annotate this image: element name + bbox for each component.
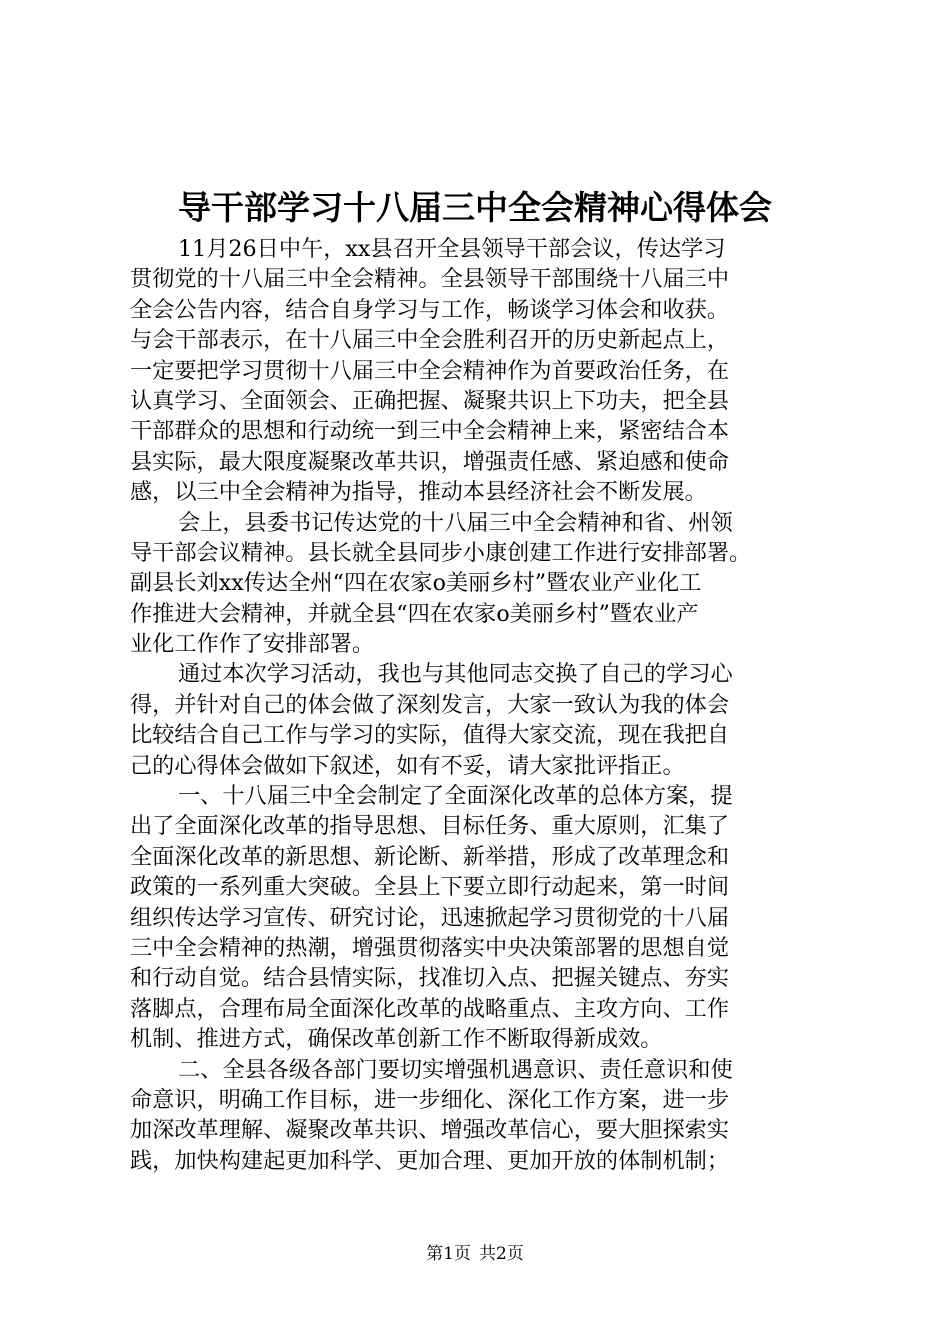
text-line: 比较结合自己工作与学习的实际，值得大家交流，现在我把自 bbox=[130, 722, 730, 749]
text-line: 县实际，最大限度凝聚改革共识，增强责任感、紧迫感和使命 bbox=[130, 448, 730, 475]
text-line: 政策的一系列重大突破。全县上下要立即行动起来，第一时间 bbox=[130, 874, 730, 901]
page-footer bbox=[0, 1243, 950, 1265]
text-line: 通过本次学习活动，我也与其他同志交换了自己的学习心 bbox=[178, 661, 733, 688]
text-line: 出了全面深化改革的指导思想、目标任务、重大原则，汇集了 bbox=[130, 813, 730, 840]
text-line: 和行动自觉。结合县情实际，找准切入点、把握关键点、夯实 bbox=[130, 965, 730, 992]
page-number: 第1页 bbox=[426, 1244, 471, 1264]
text-line: 导干部会议精神。县长就全县同步小康创建工作进行安排部署。 bbox=[130, 539, 752, 566]
text-line: 一定要把学习贯彻十八届三中全会精神作为首要政治任务，在 bbox=[130, 357, 730, 384]
text-line: 全会公告内容，结合自身学习与工作，畅谈学习体会和收获。 bbox=[130, 296, 730, 323]
text-line: 与会干部表示，在十八届三中全会胜利召开的历史新起点上， bbox=[130, 327, 730, 354]
text-line: 认真学习、全面领会、正确把握、凝聚共识上下功夫，把全县 bbox=[130, 387, 730, 414]
text-line: 作推进大会精神，并就全县“四在农家o美丽乡村”暨农业产 bbox=[130, 600, 699, 627]
text-line: 干部群众的思想和行动统一到三中全会精神上来，紧密结合本 bbox=[130, 418, 730, 445]
text-line: 加深改革理解、凝聚改革共识、增强改革信心，要大胆探索实 bbox=[130, 1117, 730, 1144]
text-line: 11月26日中午，xx县召开全县领导干部会议，传达学习 bbox=[178, 236, 726, 262]
text-line: 全面深化改革的新思想、新论断、新举措，形成了改革理念和 bbox=[130, 843, 730, 870]
text-line: 业化工作作了安排部署。 bbox=[130, 631, 375, 658]
text-line: 感，以三中全会精神为指导，推动本县经济社会不断发展。 bbox=[130, 479, 707, 506]
page-total: 共2页 bbox=[479, 1244, 524, 1264]
text-line: 落脚点，合理布局全面深化改革的战略重点、主攻方向、工作 bbox=[130, 995, 730, 1022]
text-line: 二、全县各级各部门要切实增强机遇意识、责任意识和使 bbox=[178, 1056, 733, 1083]
text-line: 副县长刘xx传达全州“四在农家o美丽乡村”暨农业产业化工 bbox=[130, 570, 702, 597]
text-line: 三中全会精神的热潮，增强贯彻落实中央决策部署的思想自觉 bbox=[130, 934, 730, 961]
text-line: 一、十八届三中全会制定了全面深化改革的总体方案，提 bbox=[178, 783, 733, 810]
text-line: 贯彻党的十八届三中全会精神。全县领导干部围绕十八届三中 bbox=[130, 266, 730, 293]
text-line: 机制、推进方式，确保改革创新工作不断取得新成效。 bbox=[130, 1026, 663, 1053]
text-line: 组织传达学习宣传、研究讨论，迅速掀起学习贯彻党的十八届 bbox=[130, 904, 730, 931]
text-line: 得，并针对自己的体会做了深刻发言，大家一致认为我的体会 bbox=[130, 691, 730, 718]
text-line: 会上，县委书记传达党的十八届三中全会精神和省、州领 bbox=[178, 509, 733, 536]
text-line: 己的心得体会做如下叙述，如有不妥，请大家批评指正。 bbox=[130, 752, 685, 779]
document-body bbox=[130, 234, 830, 1176]
document-title: 导干部学习十八届三中全会精神心得体会 bbox=[178, 188, 772, 227]
text-line: 命意识，明确工作目标，进一步细化、深化工作方案，进一步 bbox=[130, 1086, 730, 1113]
text-line: 践，加快构建起更加科学、更加合理、更加开放的体制机制； bbox=[130, 1147, 730, 1174]
